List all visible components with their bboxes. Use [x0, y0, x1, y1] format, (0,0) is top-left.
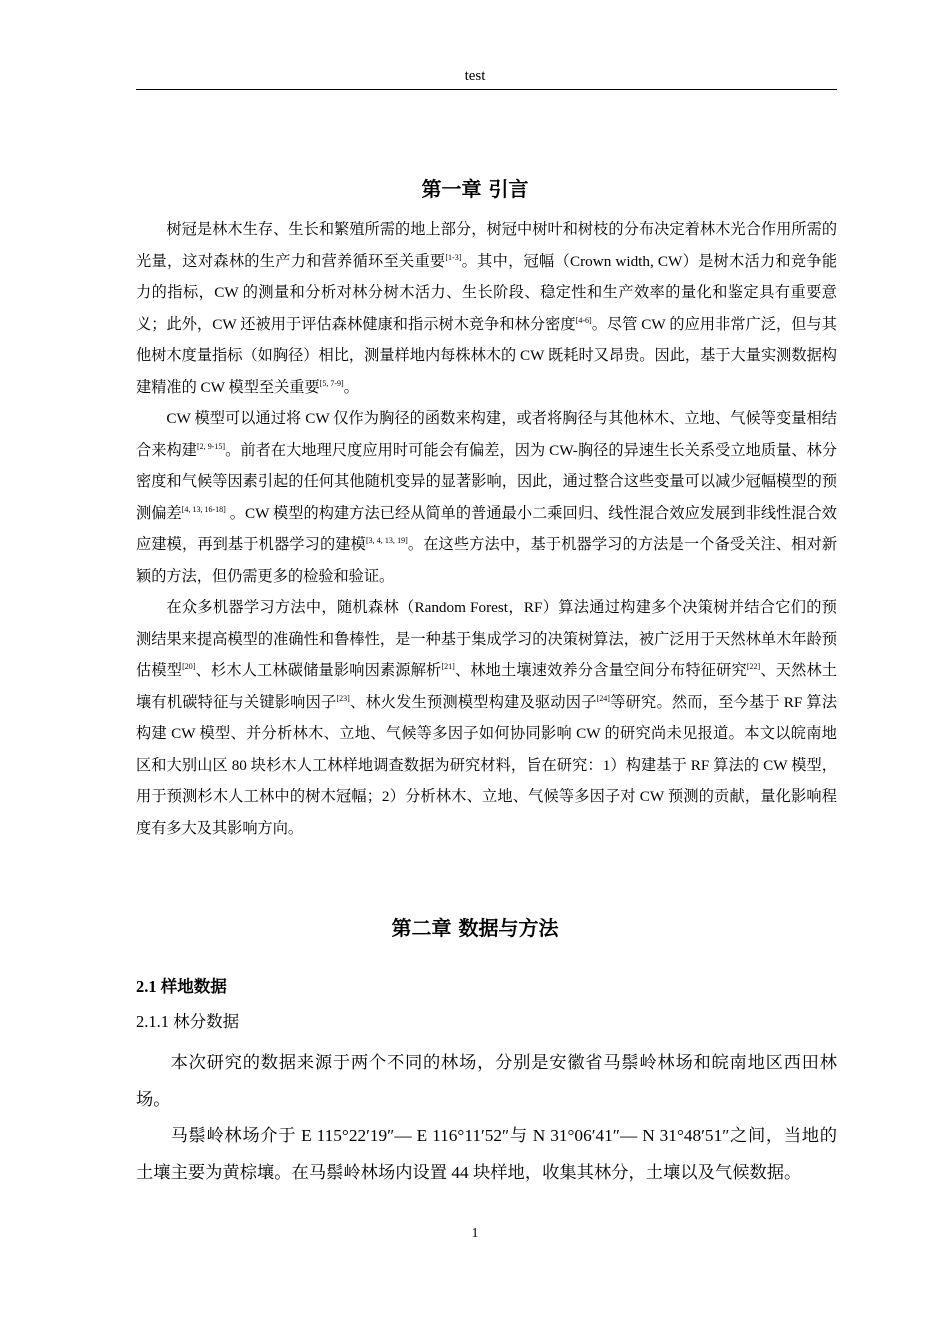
paragraph-text: 。CW 模型的构建方法已经从简单的普通最小二乘回归、线性混合效应发展到非线性混合效应建模，再到基于机器学习的建模: [136, 504, 837, 553]
paragraph-text: 。: [343, 378, 359, 396]
citation-superscript: [20]: [182, 661, 196, 671]
paragraph-text: 。前者在大地理尺度应用时可能会有偏差，因为 CW-胸径的异速生长关系受立地质量、林分密度和气候等因素引起的任何其他随机变异的显著影响，因此，通过整合这些变量可以减少冠幅模型的预测偏差: [136, 441, 838, 522]
paragraph-text: 等研究。然而，至今基于 RF 算法构建 CW 模型、并分析林木、立地、气候等多因子如何协同影响 CW 的研究尚未见报道。本文以皖南地区和大别山区 80 块杉木人工林样地调查数据为研究材料，旨在研究：1）构建基于 RF 算法的 CW 模型，用于预测杉木人工林中的树木冠幅；2）分析林木、立地、气候等多因子对 CW 预测的贡献，量化影响程度有多大及其影响方向。: [136, 693, 838, 837]
header-rule: [136, 89, 837, 90]
citation-superscript: [4, 13, 16-18]: [181, 504, 226, 514]
paragraph: [136, 214, 837, 403]
paragraph-text: 。其中，冠幅（Crown width, CW）是树木活力和竞争能力的指标，CW 的测量和分析对林分树木活力、生长阶段、稳定性和生产效率的量化和鉴定具有重要意义；此外，CW 还被用于评估森林健康和指示树木竞争和林分密度: [136, 252, 838, 333]
citation-superscript: [5, 7-9]: [319, 378, 344, 388]
citation-superscript: [1-3]: [445, 252, 462, 262]
paragraph-text: 。尽管 CW 的应用非常广泛，但与其他树木度量指标（如胸径）相比，测量样地内每株林木的 CW 既耗时又昂贵。因此，基于大量实测数据构建精准的 CW 模型至关重要: [136, 315, 837, 396]
paragraph-text: 在众多机器学习方法中，随机森林（Random Forest，RF）算法通过构建多个决策树并结合它们的预测结果来提高模型的准确性和鲁棒性，是一种基于集成学习的决策树算法，被广泛用于天然林单木年龄预估模型: [136, 599, 837, 679]
citation-superscript: [24]: [596, 693, 610, 703]
citation-superscript: [23]: [336, 693, 350, 703]
page-number: 1: [471, 1226, 479, 1241]
section-heading: 2.1 样地数据: [136, 977, 227, 996]
chapter-1-body: [136, 214, 837, 844]
citation-superscript: [2, 9-15]: [197, 441, 226, 451]
paragraph-text: 、杉木人工林碳储量影响因素源解析: [195, 662, 442, 679]
paragraph: [136, 403, 837, 592]
paragraph-text: 、林地土壤速效养分含量空间分布特征研究: [454, 662, 747, 679]
paragraph-text: 、林火发生预测模型构建及驱动因子: [349, 693, 597, 711]
paragraph-text: 。在这些方法中，基于机器学习的方法是一个备受关注、相对新颖的方法，但仍需更多的检验和验证。: [136, 536, 838, 585]
citation-superscript: [21]: [441, 661, 455, 671]
citation-superscript: [3, 4, 13, 19]: [365, 535, 408, 545]
paragraph: [136, 592, 837, 844]
running-header: test: [464, 68, 486, 84]
citation-superscript: [4-6]: [575, 315, 592, 325]
paragraph-text: CW 模型可以通过将 CW 仅作为胸径的函数来构建，或者将胸径与其他林木、立地、气候等变量相结合来构建: [136, 410, 837, 459]
chapter-1-title: 第一章 引言: [421, 177, 529, 201]
paragraph-text: 、天然林土壤有机碳特征与关键影响因子: [136, 662, 838, 711]
paragraph: 马鬃岭林场介于 E 115°22′19″— E 116°11′52″与 N 31°06′41″— N 31°48′51″之间，当地的土壤主要为黄棕壤。在马鬃岭林场内设置 44 块样地，收集其林分，土壤以及气候数据。: [136, 1126, 837, 1182]
citation-superscript: [22]: [746, 661, 761, 671]
paragraph: 本次研究的数据来源于两个不同的林场，分别是安徽省马鬃岭林场和皖南地区西田林场。: [136, 1053, 837, 1109]
paragraph-text: 树冠是林木生存、生长和繁殖所需的地上部分，树冠中树叶和树枝的分布决定着林木光合作用所需的光量，这对森林的生产力和营养循环至关重要: [136, 221, 837, 270]
subsection-heading: 2.1.1 林分数据: [136, 1012, 240, 1031]
chapter-2-title: 第二章 数据与方法: [391, 916, 559, 940]
chapter-2-body: [136, 1045, 837, 1191]
